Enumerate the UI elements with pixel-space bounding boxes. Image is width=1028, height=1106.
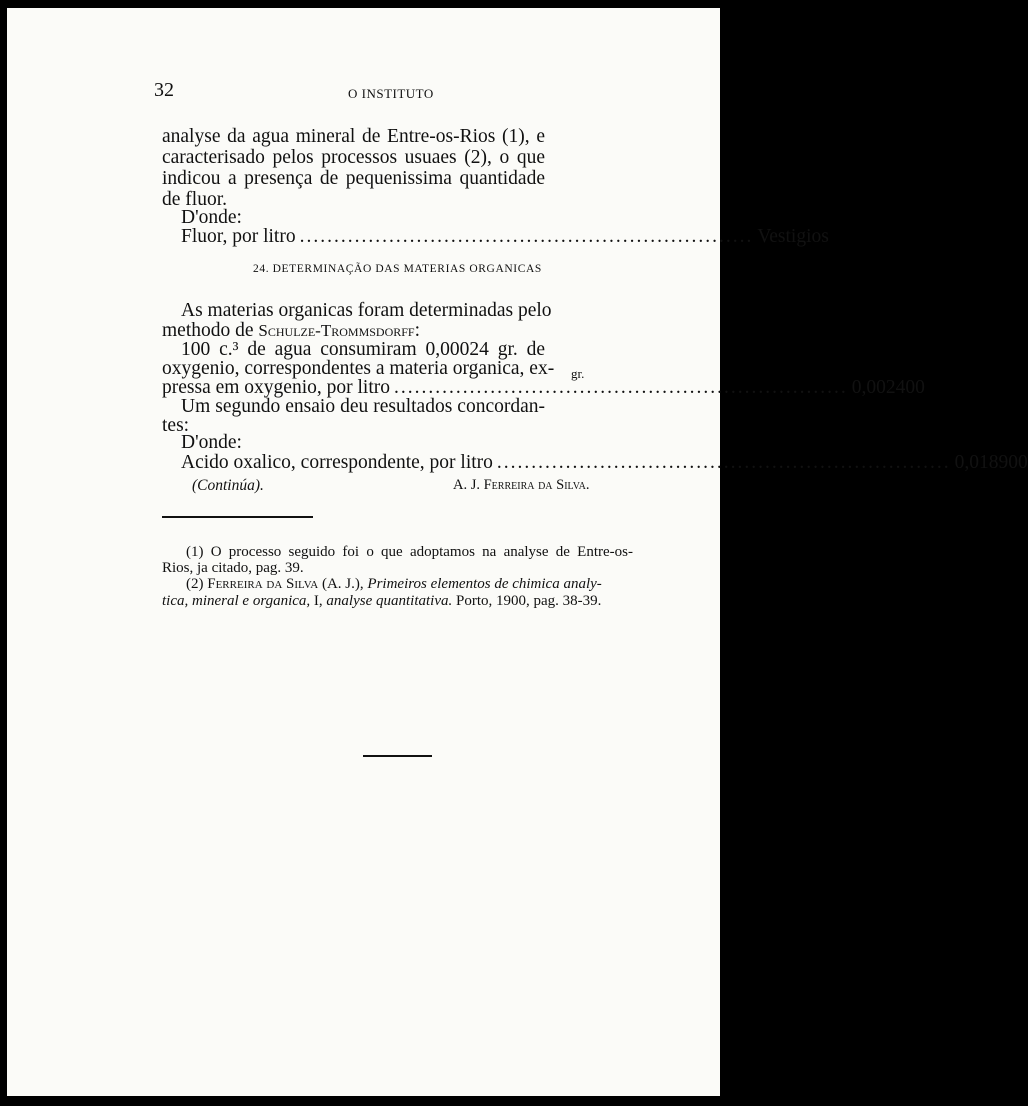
footnote-1-line: (1) O processo seguido foi o que adoptamos na analyse de Entre-os-	[186, 544, 633, 560]
fluor-value: Vestigios	[757, 226, 829, 247]
footnote-title: tica, mineral e organica,	[162, 593, 311, 609]
body-line: caracterisado pelos processos usuaes (2), o que	[162, 147, 545, 168]
body-line: tes:	[162, 415, 190, 436]
body-text: methodo de	[162, 320, 254, 341]
body-line: oxygenio, correspondentes a materia organica, ex-	[162, 358, 555, 379]
author-signature: A. J. Ferreira da Silva.	[453, 477, 590, 493]
oxalic-label: Acido oxalico, correspondente, por litro	[181, 452, 493, 473]
body-line	[162, 320, 420, 341]
oxygen-label: pressa em oxygenio, por litro	[162, 377, 390, 398]
fluor-label: Fluor, por litro	[181, 226, 296, 247]
donde-label: D'onde:	[181, 207, 242, 228]
oxygen-value: 0,002400	[851, 377, 925, 398]
body-line: 100 c.³ de agua consumiram 0,00024 gr. de	[181, 339, 545, 360]
dot-leader: ..................................................................	[496, 452, 951, 473]
footnote-2-line	[162, 593, 601, 609]
body-line: indicou a presença de pequenissima quantidade	[162, 168, 545, 189]
body-line: Um segundo ensaio deu resultados concordan-	[181, 396, 545, 417]
body-text: :	[414, 320, 421, 341]
page-number: 32	[154, 79, 174, 101]
donde-label: D'onde:	[181, 432, 242, 453]
unit-label: gr.	[571, 366, 585, 381]
dot-leader: ..................................................................	[299, 226, 754, 247]
footnote-rule	[162, 516, 313, 518]
footnote-2-line	[186, 576, 602, 592]
running-title: O INSTITUTO	[348, 86, 434, 101]
end-rule	[363, 755, 432, 757]
section-title: 24. DETERMINAÇÃO DAS MATERIAS ORGANICAS	[253, 263, 542, 275]
fluor-row	[181, 226, 829, 247]
body-line: As materias organicas foram determinadas pelo	[181, 300, 552, 321]
oxalic-row	[181, 452, 1028, 473]
author-name: Schulze-Trommsdorff	[258, 321, 415, 340]
footnote-marker: (2)	[186, 576, 204, 592]
oxygen-row	[162, 377, 925, 398]
footnote-initials: (A. J.),	[321, 576, 364, 592]
footnote-publication: Porto, 1900, pag. 38-39.	[456, 593, 602, 609]
footnote-1-line: Rios, ja citado, pag. 39.	[162, 560, 304, 576]
footnote-author: Ferreira da Silva	[207, 576, 319, 592]
footnote-part: analyse quantitativa.	[326, 593, 453, 609]
oxalic-value: 0,018900	[954, 452, 1028, 473]
footnote-title: Primeiros elementos de chimica analy-	[367, 576, 602, 592]
body-line: de fluor.	[162, 189, 227, 210]
continua-note: (Continúa).	[192, 477, 264, 494]
body-line: analyse da agua mineral de Entre-os-Rios (1), e	[162, 126, 545, 147]
footnote-volume: I,	[313, 593, 323, 609]
dot-leader: ..................................................................	[394, 377, 848, 398]
